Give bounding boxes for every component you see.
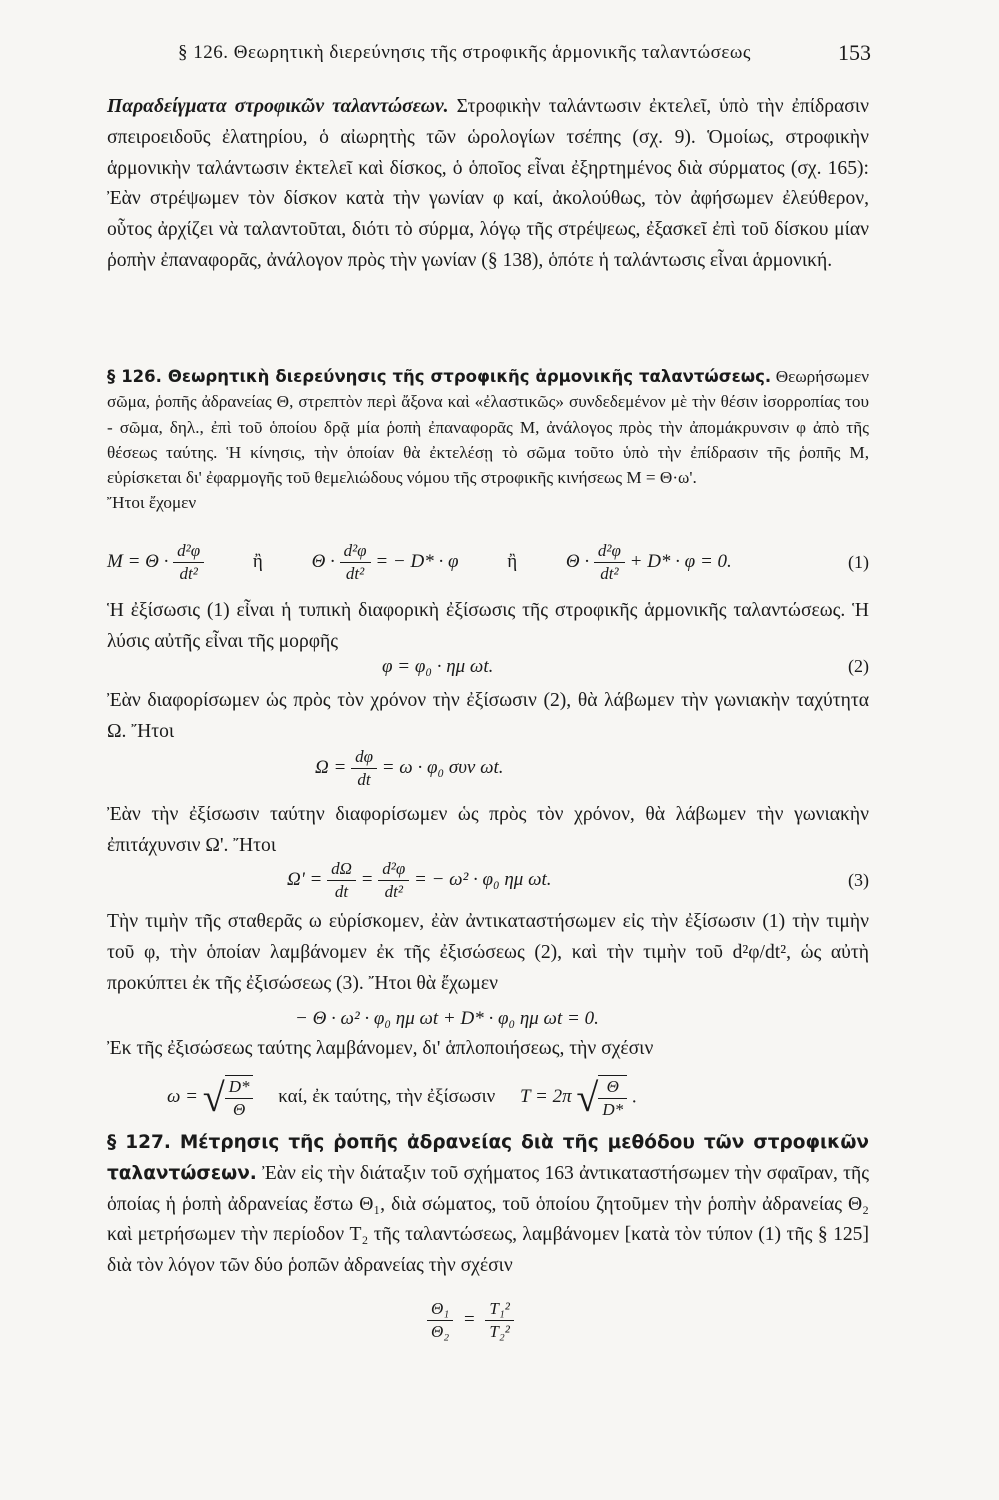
section-126-body: Θεωρήσωμεν σῶμα, ῥοπῆς ἀδρανείας Θ, στρεπτὸν περὶ ἄξονα καὶ «ἐλαστικῶς» συνδεδεμένον μὲ τὴν θέσιν ἰσορροπίας του - σῶμα, δηλ., ἐπὶ τοῦ ὁποίου δρᾷ μία ῥοπὴ ἐπαναφορᾶς M, ἀνάλογος πρὸς τὴν ἀπομάκρυνσιν φ ἀπὸ τῆς θέσεως ταύτης. Ἡ κίνησις, τὴν ὁποίαν θὰ ἐκτελέσῃ τὸ σῶμα τοῦτο ὑπὸ τὴν ἐπίδρασιν τῆς ῥοπῆς M, εὑρίσκεται δι' ἐφαρμογῆς τοῦ θεμελιώδους νόμου τῆς στροφικῆς κινήσεως M = Θ·ω'.	[107, 367, 869, 488]
paragraph-substitution: Τὴν τιμὴν τῆς σταθερᾶς ω εὑρίσκομεν, ἐὰν ἀντικαταστήσωμεν εἰς τὴν ἐξίσωσιν (1) τὴν τιμὴν τοῦ φ, τὴν ὁποίαν λαμβάνομεν ἐκ τῆς ἐξισώσεως (2), καὶ τὴν τιμὴν τοῦ d²φ/dt², ὡς αὐτὴ προκύπτει ἐκ τῆς ἐξισώσεως (3). Ἤτοι θὰ ἔχωμεν	[107, 911, 869, 994]
section-126	[107, 364, 869, 516]
paragraph-simplify: Ἐκ τῆς ἐξισώσεως ταύτης λαμβάνομεν, δι' ἁπλοποιήσεως, τὴν σχέσιν	[107, 1038, 654, 1059]
running-header: § 126. Θεωρητικὴ διερεύνησις τῆς στροφικῆς ἁρμονικῆς ταλαντώσεως	[178, 42, 751, 63]
section-126-lead: Ἤτοι ἔχομεν	[107, 493, 197, 513]
equation-2-number: (2)	[848, 656, 869, 676]
equation-2: φ = φ₀ · ημ ωt. (2)	[382, 656, 869, 677]
equation-6: $\frac{\text{Θ₁}}{\text{Θ₂}}$ = $\frac{\text{T₁²}}{\text{T₂²}}$	[107, 1298, 869, 1343]
paragraph-angular-acceleration: Ἐὰν τὴν ἐξίσωσιν ταύτην διαφορίσωμεν ὡς πρὸς τὸν χρόνον, θὰ λάβωμεν τὴν γωνιακὴν ἐπιτάχυνσιν Ω'. Ἤτοι	[107, 804, 869, 856]
equation-4: − Θ · ω² · φ₀ ημ ωt + D* · φ₀ ημ ωt = 0.	[295, 1008, 599, 1029]
intro-paragraph	[107, 92, 869, 277]
section-126-heading: § 126. Θεωρητικὴ διερεύνησις τῆς στροφικῆς ἁρμονικῆς ταλαντώσεως.	[107, 367, 772, 386]
equation-1: M = Θ · $\frac{\text{d²φ}}{\text{dt²}}$ ἢ Θ · $\frac{\text{d²φ}}{\text{dt²}}$ = − D* · φ ἢ Θ · $\frac{\text{d²φ}}{\text{dt²}}$ + D* · φ = 0. (1)	[107, 541, 869, 583]
intro-title: Παραδείγματα στροφικῶν ταλαντώσεων.	[107, 96, 449, 117]
page-number: 153	[838, 40, 871, 65]
section-127	[107, 1128, 869, 1282]
equation-1-number: (1)	[848, 552, 869, 572]
section-127-body: Ἐὰν εἰς τὴν διάταξιν τοῦ σχήματος 163 ἀντικαταστήσωμεν τὴν σφαῖραν, τῆς ὁποίας ἡ ῥοπὴ ἀδρανείας ἔστω Θ₁, διὰ σώματος, τοῦ ὁποίου ζητοῦμεν τὴν ῥοπὴν ἀδρανείας Θ₂ καὶ μετρήσωμεν τὴν περίοδον T₂ τῆς ταλαντώσεως, λαμβάνομεν [κατὰ τὸν τύπον (1) τῆς § 125] διὰ τὸν λόγον τῶν δύο ῥοπῶν ἀδρανείας τὴν σχέσιν	[107, 1162, 869, 1277]
paragraph-angular-velocity: Ἐὰν διαφορίσωμεν ὡς πρὸς τὸν χρόνον τὴν ἐξίσωσιν (2), θὰ λάβωμεν τὴν γωνιακὴν ταχύτητα Ω. Ἤτοι	[107, 690, 869, 742]
paragraph-equation-1: Ἡ ἐξίσωσις (1) εἶναι ἡ τυπικὴ διαφορικὴ ἐξίσωσις τῆς στροφικῆς ἁρμονικῆς ταλαντώσεως. Ἡ λύσις αὐτῆς εἶναι τῆς μορφῆς	[107, 600, 869, 652]
equation-3-number: (3)	[848, 870, 869, 890]
equation-3: Ω' = $\frac{d\Omega}{dt}$ = $\frac{\text{d²φ}}{\text{dt²}}$ = − ω² · φ₀ ημ ωt. (3)	[287, 859, 869, 901]
equation-5: ω = √ $\frac{D*}{\Theta}$ καί, ἐκ ταύτης, τὴν ἐξίσωσιν T = 2π √ $\frac{\Theta}{D*}$ .	[167, 1075, 637, 1120]
section-127-heading: § 127. Μέτρησις τῆς ῥοπῆς ἀδρανείας διὰ τῆς μεθόδου τῶν στροφικῶν ταλαντώσεων.	[107, 1132, 869, 1184]
intro-body: Στροφικὴν ταλάντωσιν ἐκτελεῖ, ὑπὸ τὴν ἐπίδρασιν σπειροειδοῦς ἐλατηρίου, ὁ αἰωρητὴς τῶν ὡρολογίων τσέπης (σχ. 9). Ὁμοίως, στροφικὴν ἁρμονικὴν ταλάντωσιν ἐκτελεῖ καὶ δίσκος, ὁ ὁποῖος εἶναι ἐξηρτημένος διὰ σύρματος (σχ. 165): Ἐὰν στρέψωμεν τὸν δίσκον κατὰ τὴν γωνίαν φ καί, ἀκολούθως, τὸν ἀφήσωμεν ἐλεύθερον, οὗτος ἀρχίζει νὰ ταλαντοῦται, διότι τὸ σύρμα, λόγῳ τῆς στρέψεως, ἐξασκεῖ ἐπὶ τοῦ δίσκου μίαν ῥοπὴν ἐπαναφορᾶς, ἀνάλογον πρὸς τὴν γωνίαν (§ 138), ὁπότε ἡ ταλάντωσις εἶναι ἁρμονική.	[107, 96, 870, 271]
equation-omega: Ω = $\frac{d\varphi}{dt}$ = ω · φ₀ συν ωt.	[315, 747, 504, 789]
